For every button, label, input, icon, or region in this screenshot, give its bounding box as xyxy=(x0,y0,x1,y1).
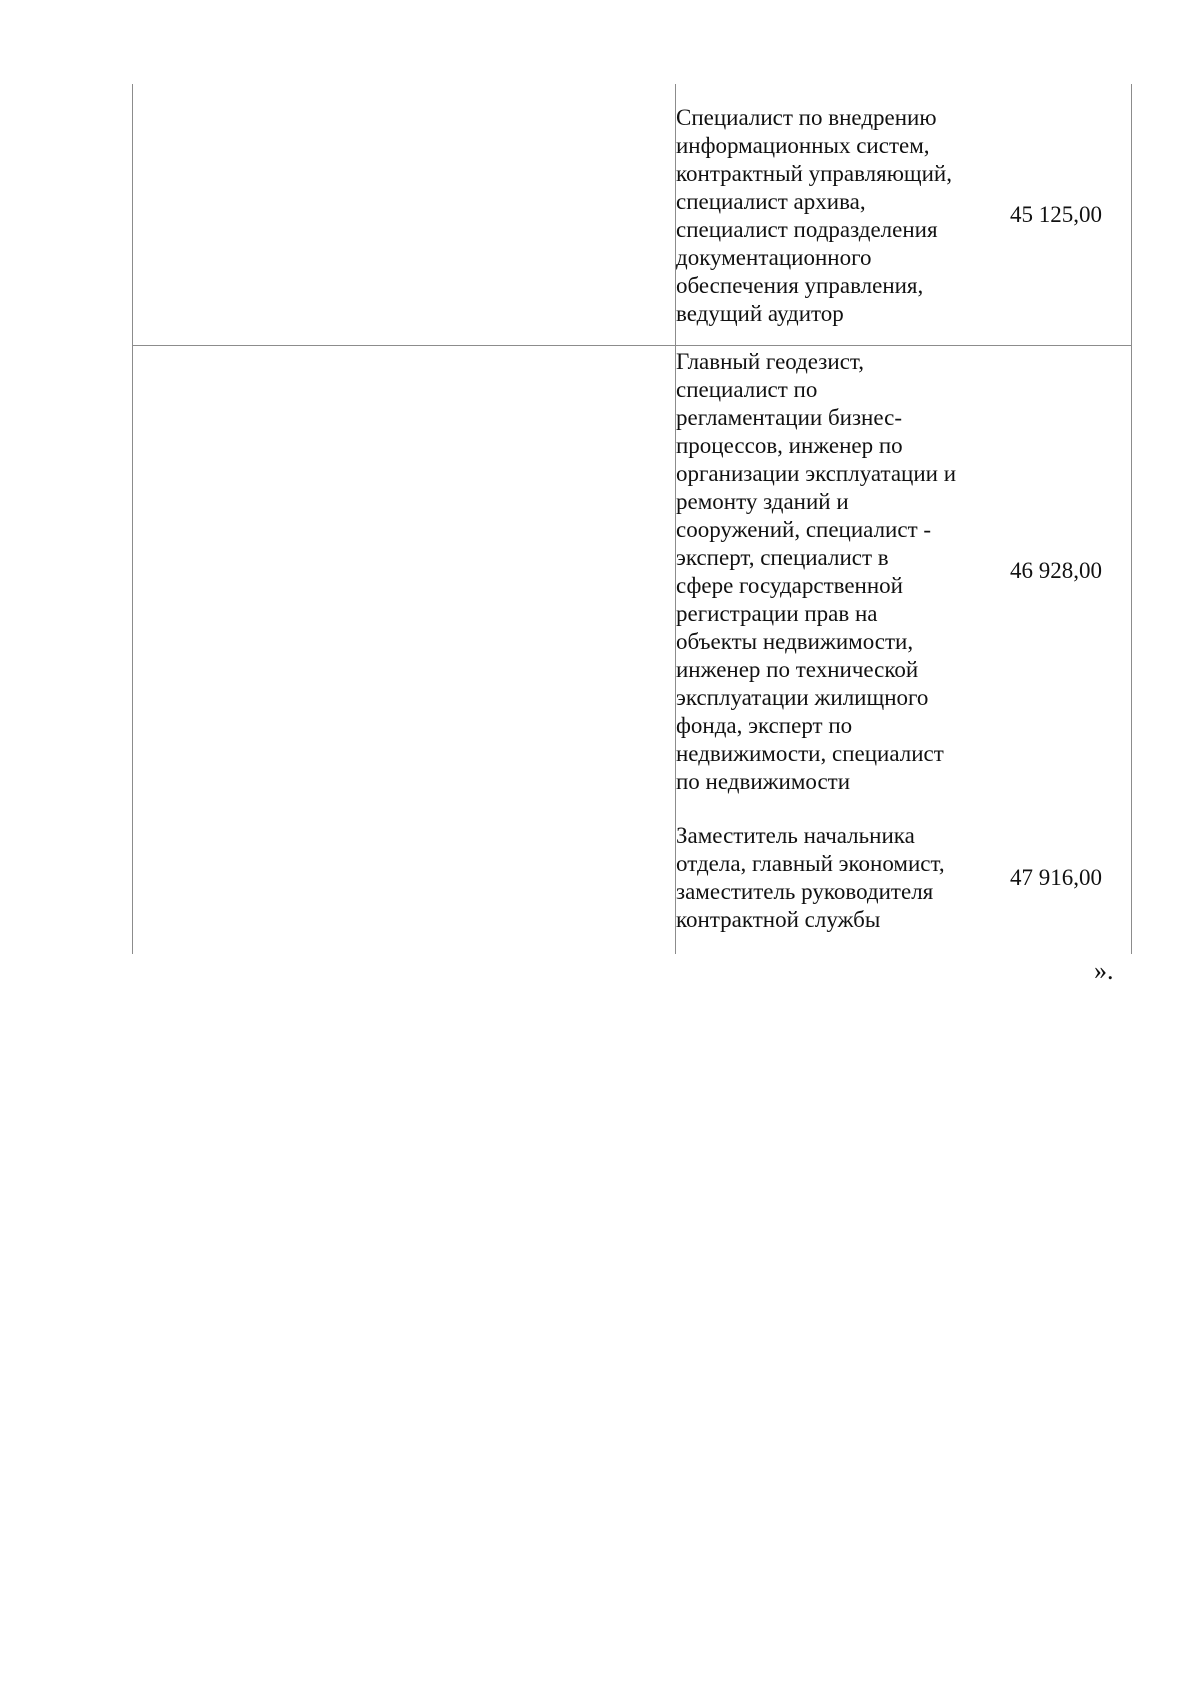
salary-cell: 47 916,00 xyxy=(1010,865,1102,890)
table-row-divider xyxy=(132,345,1132,346)
position-cell: Заместитель начальника отдела, главный экономист, заместитель руководителя контрактной службы xyxy=(676,823,945,932)
salary-cell: 46 928,00 xyxy=(1010,558,1102,583)
position-cell: Специалист по внедрению информационных систем, контрактный управляющий, специалист архива, специалист подразделения документационного обеспечения управления, ведущий аудитор xyxy=(676,105,952,326)
closing-quote-mark: ». xyxy=(1094,956,1114,985)
table-border-left xyxy=(132,84,133,954)
position-cell: Главный геодезист, специалист по регламентации бизнес- процессов, инженер по организации эксплуатации и ремонту зданий и сооружений, специалист - эксперт, специалист в сфере государственной регистрации прав на объекты недвижимости, инженер по технической эксплуатации жилищного фонда, эксперт по недвижимости, специалист по недвижимости xyxy=(676,349,957,794)
salary-cell: 45 125,00 xyxy=(1010,202,1102,227)
table-border-right xyxy=(1131,84,1132,954)
